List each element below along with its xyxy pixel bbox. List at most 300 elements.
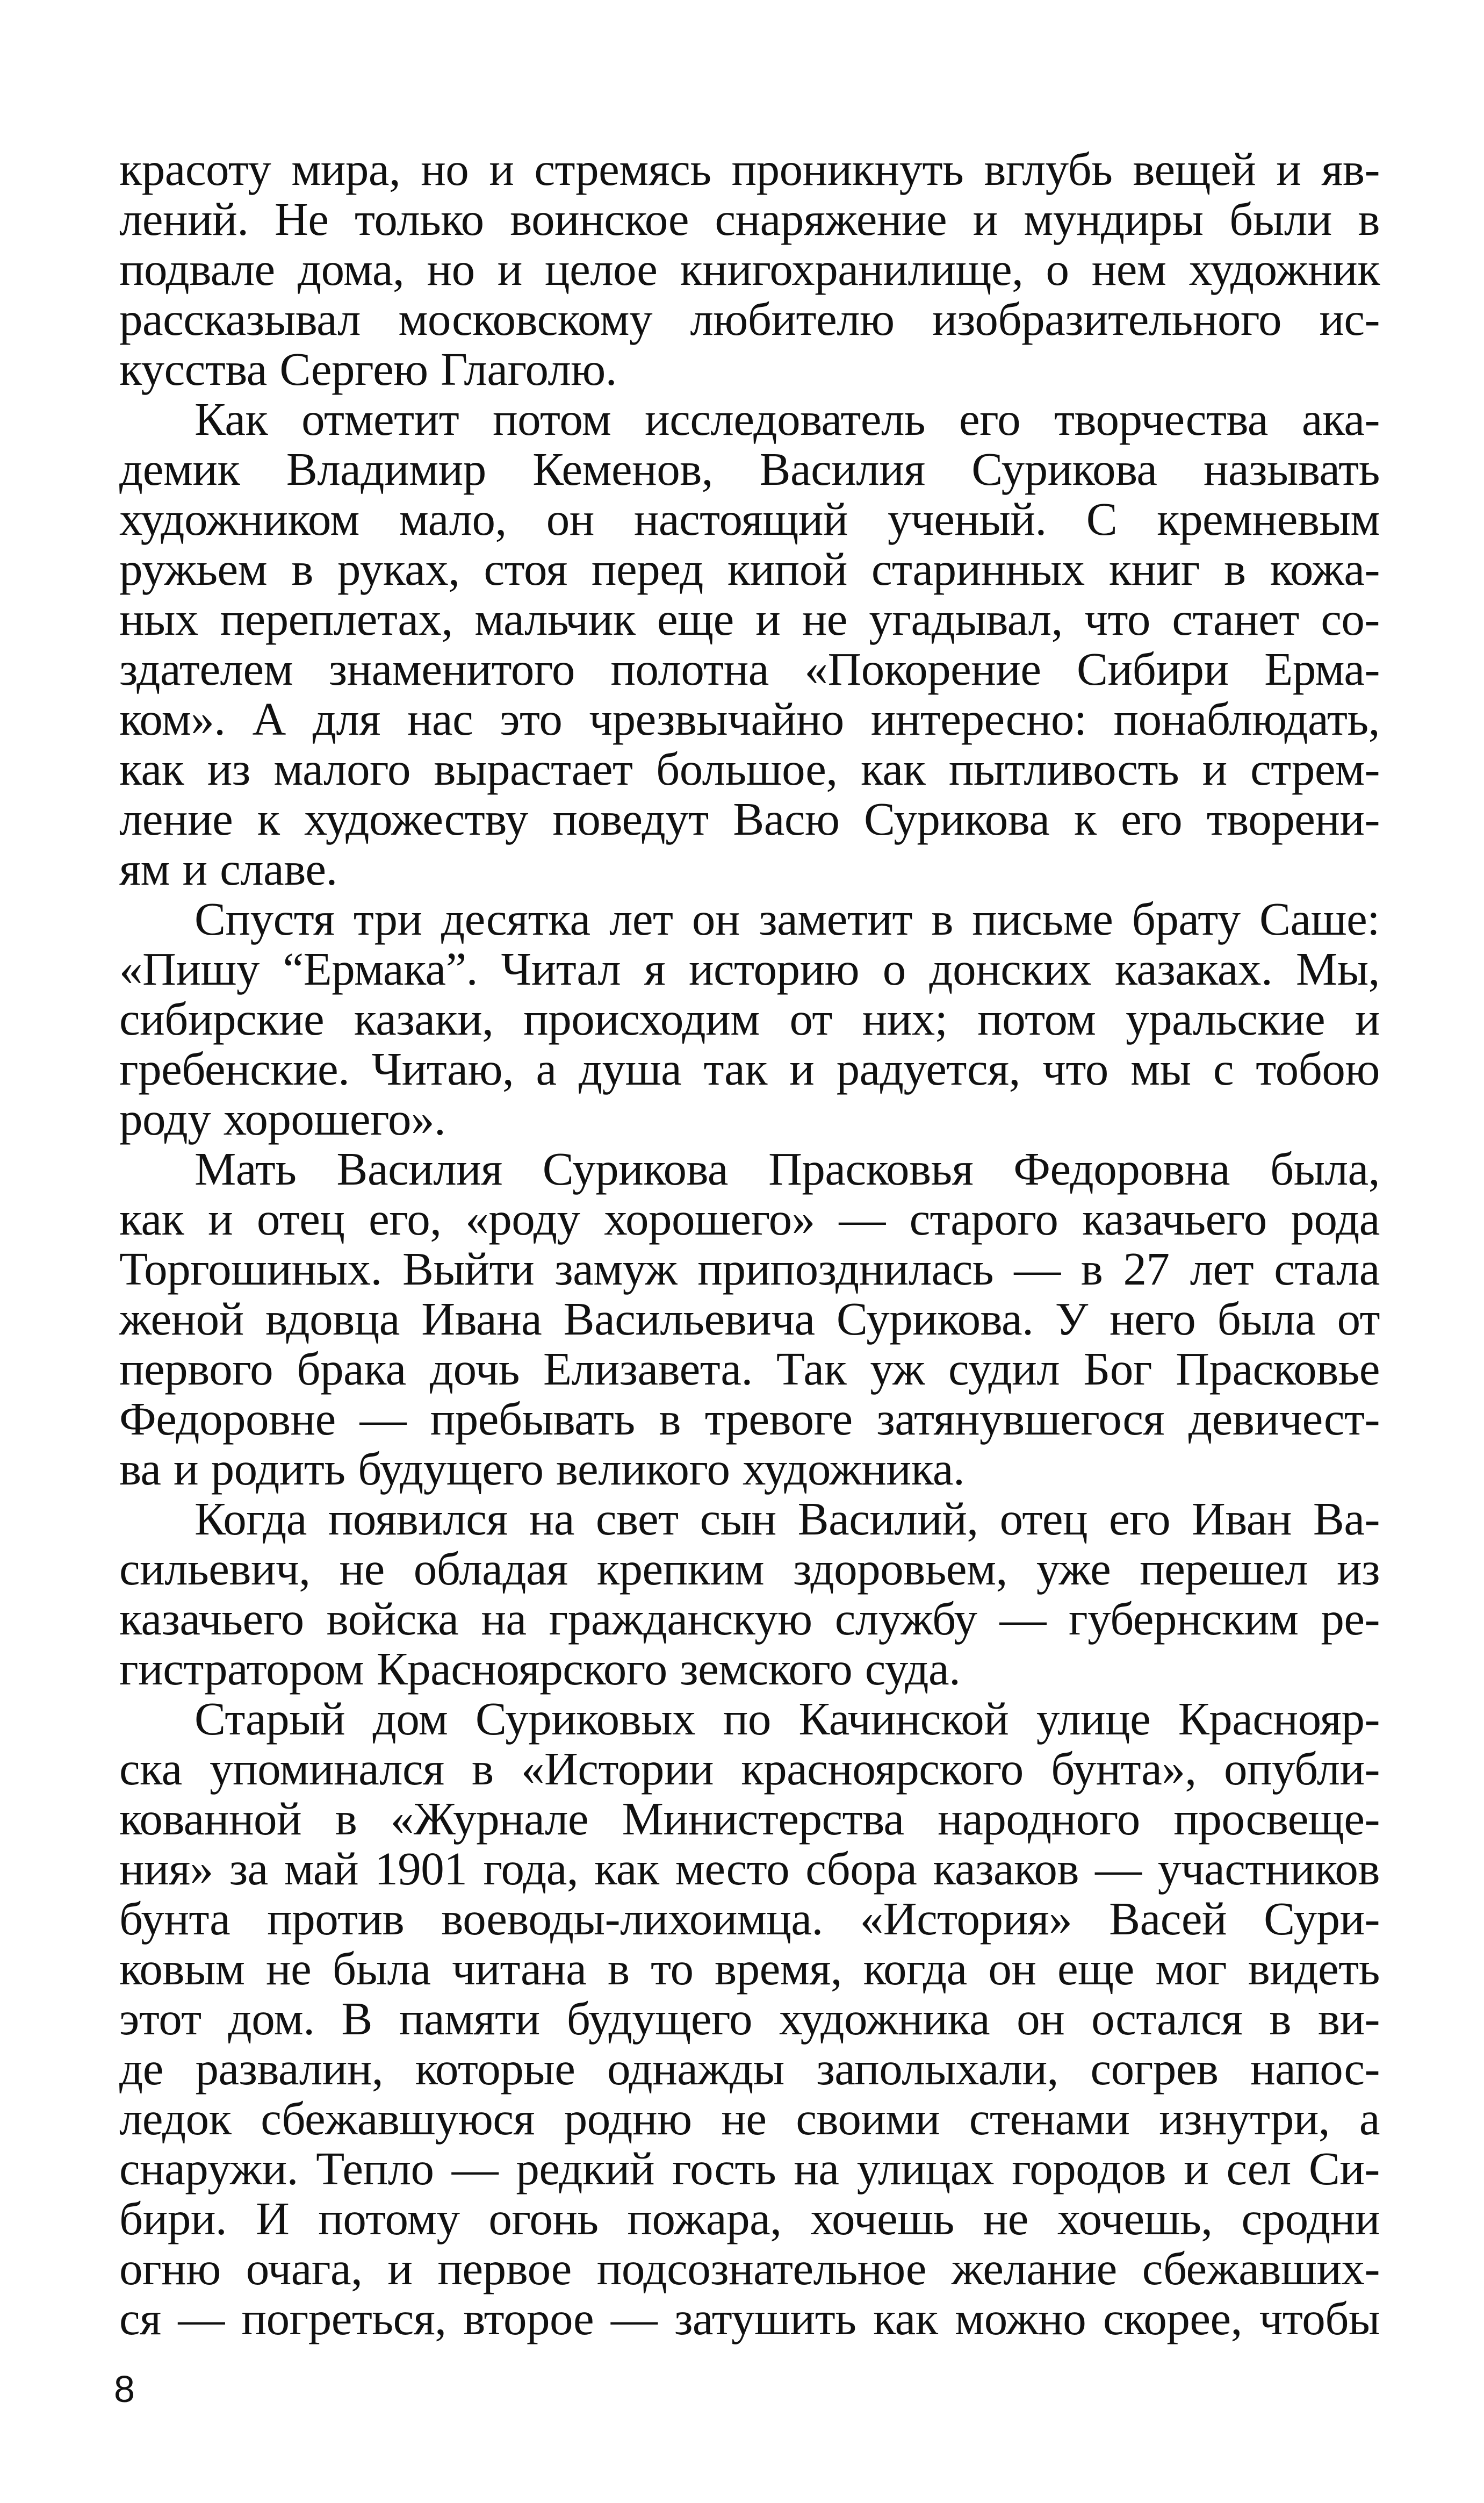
word: от	[1337, 1293, 1380, 1345]
word: его	[1121, 793, 1183, 845]
word: переплетах,	[220, 593, 453, 645]
word: радуется,	[836, 1043, 1020, 1095]
word: ям	[119, 843, 170, 895]
word: —	[1014, 1243, 1061, 1295]
word: по	[723, 1692, 771, 1745]
word: Выйти	[402, 1243, 535, 1295]
word: сильевич,	[119, 1543, 311, 1595]
word: старого	[909, 1193, 1058, 1245]
word: просвеще-	[1173, 1792, 1380, 1845]
word: ных	[119, 593, 199, 645]
word: отец	[999, 1493, 1088, 1545]
word: редкий	[516, 2142, 654, 2194]
word: он	[988, 1942, 1036, 1995]
word: потом	[977, 993, 1096, 1045]
word: Иван	[1192, 1493, 1292, 1545]
word: три	[353, 893, 422, 945]
word: 27	[1123, 1243, 1170, 1295]
word: кипой	[727, 543, 847, 595]
text-line	[119, 1644, 1380, 1694]
word: вещей	[1133, 143, 1256, 195]
word: Тепло	[316, 2142, 434, 2194]
word: улицах	[856, 2142, 995, 2194]
word: них;	[862, 993, 948, 1045]
word: Краснояр-	[1178, 1692, 1380, 1745]
word: хочешь	[810, 2192, 954, 2244]
word: происходим	[523, 993, 760, 1045]
word: дома,	[297, 243, 405, 295]
word: уже	[1036, 1543, 1111, 1595]
word: еще	[1057, 1942, 1134, 1995]
word: как	[119, 743, 184, 795]
word: Васю	[733, 793, 840, 845]
word: была	[332, 1942, 431, 1995]
word: огонь	[488, 2192, 599, 2244]
word: воеводы-лихоимца.	[441, 1892, 823, 1945]
word: хорошего».	[223, 1093, 446, 1145]
word: десятка	[441, 893, 590, 945]
word: дом.	[228, 1992, 315, 2045]
word: А	[252, 693, 286, 745]
word: не	[266, 1942, 312, 1995]
word: на	[529, 1493, 574, 1545]
word: казаках.	[1114, 943, 1273, 995]
word: стремясь	[534, 143, 711, 195]
word: крепким	[596, 1543, 765, 1595]
word: целое	[545, 243, 658, 295]
word: рода	[1291, 1193, 1380, 1245]
word: мало,	[399, 493, 507, 545]
word: художеству	[304, 793, 528, 845]
text-line	[119, 1244, 1380, 1294]
word: замуж	[554, 1243, 678, 1295]
word: стенами	[969, 2092, 1130, 2145]
word: будущего	[566, 1992, 753, 2045]
word: пожара,	[627, 2192, 782, 2244]
text-line	[119, 1943, 1380, 1993]
text-line	[119, 1494, 1380, 1544]
text-line	[119, 344, 1380, 394]
word: В	[341, 1992, 372, 2045]
word: —	[359, 1393, 406, 1445]
word: и	[489, 143, 514, 195]
word: когда	[863, 1942, 967, 1995]
word: «Пишу	[119, 943, 260, 995]
word: уж	[870, 1343, 925, 1395]
word: —	[178, 2292, 225, 2344]
word: сбежавших-	[1142, 2242, 1380, 2294]
text-line	[119, 1444, 1380, 1494]
word: гребенские.	[119, 1043, 350, 1095]
word: донских	[929, 943, 1092, 995]
text-line	[119, 1694, 1380, 1744]
word: место	[675, 1842, 790, 1895]
word: участников	[1157, 1842, 1380, 1895]
word: демик	[119, 443, 240, 495]
word: ученый.	[888, 493, 1047, 545]
word: ис-	[1319, 293, 1380, 345]
word: кованной	[119, 1792, 302, 1845]
word: из	[207, 743, 250, 795]
word: в	[1223, 543, 1246, 595]
word: это	[500, 693, 563, 745]
word: не	[802, 593, 847, 645]
word: первое	[437, 2242, 572, 2294]
word: ление	[119, 793, 233, 845]
word: сын	[700, 1493, 776, 1545]
word: была,	[1270, 1143, 1380, 1195]
word: московскому	[398, 293, 652, 345]
word: душа	[578, 1043, 682, 1095]
word: красноярского	[741, 1742, 1024, 1795]
word: и	[387, 2242, 413, 2294]
word: здателем	[119, 643, 293, 695]
word: но	[421, 143, 469, 195]
word: перешел	[1140, 1543, 1308, 1595]
word: к	[1074, 793, 1097, 845]
word: кусства	[119, 343, 267, 395]
word: Качинской	[798, 1692, 1009, 1745]
word: мы	[1130, 1043, 1191, 1095]
word: на	[794, 2142, 839, 2194]
word: своими	[796, 2092, 940, 2145]
word: лет	[609, 893, 673, 945]
word: казаки,	[354, 993, 494, 1045]
word: руках,	[337, 543, 460, 595]
word: заполыхали,	[816, 2042, 1058, 2095]
text-line	[119, 194, 1380, 244]
word: народного	[938, 1792, 1140, 1845]
word: книгохранилище,	[680, 243, 1024, 295]
word: Мать	[194, 1143, 297, 1195]
word: Саше:	[1259, 893, 1380, 945]
word: малого	[273, 743, 410, 795]
word: Когда	[194, 1493, 307, 1545]
word: о	[1046, 243, 1069, 295]
word: и	[1184, 2142, 1209, 2194]
word: хочешь,	[1057, 2192, 1213, 2244]
word: ком».	[119, 693, 226, 745]
word: согрев	[1090, 2042, 1219, 2095]
word: что	[1042, 1043, 1108, 1095]
word: сбежавшуюся	[261, 2092, 535, 2145]
word: суда.	[865, 1643, 961, 1695]
word: еще	[657, 593, 734, 645]
page-number: 8	[114, 2368, 135, 2410]
word: городов	[1012, 2142, 1166, 2194]
word: ся	[119, 2292, 161, 2344]
word: великого	[556, 1443, 730, 1495]
word: его,	[369, 1193, 442, 1245]
word: года,	[483, 1842, 579, 1895]
word: «Покорение	[804, 643, 1041, 695]
word: Федоровне	[119, 1393, 336, 1445]
text-line	[119, 944, 1380, 994]
word: И	[256, 2192, 290, 2244]
word: ружьем	[119, 543, 268, 595]
word: и	[1355, 993, 1380, 1045]
word: на	[481, 1593, 527, 1645]
text-line	[119, 394, 1380, 444]
text-line	[119, 294, 1380, 344]
word: славе.	[220, 843, 337, 895]
word: а	[1359, 2092, 1380, 2145]
word: от	[789, 993, 832, 1045]
word: пребывать	[430, 1393, 635, 1445]
word: ска	[119, 1742, 182, 1795]
word: де	[119, 2042, 163, 2095]
word: как	[119, 1193, 184, 1245]
word: снаряжение	[715, 193, 947, 245]
text-line	[119, 1194, 1380, 1244]
word: Спустя	[194, 893, 335, 945]
word: казачьего	[1082, 1193, 1267, 1245]
word: и	[1276, 143, 1301, 195]
word: Торгошиных.	[119, 1243, 382, 1295]
word: девичест-	[1188, 1393, 1380, 1445]
word: гость	[672, 2142, 776, 2194]
word: Мы,	[1295, 943, 1380, 995]
word: Сури-	[1264, 1892, 1380, 1945]
word: здоровьем,	[793, 1543, 1007, 1595]
word: стоя	[484, 543, 567, 595]
word: бунта	[119, 1892, 230, 1945]
word: лет	[1190, 1243, 1254, 1295]
word: —	[451, 2142, 499, 2194]
text-line	[119, 1894, 1380, 1943]
word: сибирские	[119, 993, 325, 1045]
text-line	[119, 1993, 1380, 2043]
word: подсознательное	[596, 2242, 926, 2294]
text-line	[119, 1794, 1380, 1844]
word: и	[182, 843, 207, 895]
text-line	[119, 144, 1380, 194]
word: рассказывал	[119, 293, 361, 345]
text-line	[119, 494, 1380, 544]
word: снаружи.	[119, 2142, 298, 2194]
word: стала	[1274, 1243, 1380, 1295]
word: Сергею	[279, 343, 428, 395]
word: и	[208, 1193, 233, 1245]
word: Ерма-	[1264, 643, 1380, 695]
word: Федоровна	[1013, 1143, 1230, 1195]
text-line	[119, 744, 1380, 794]
word: подвале	[119, 243, 275, 295]
word: художником	[119, 493, 359, 545]
word: чрезвычайно	[589, 693, 844, 745]
word: брату	[1132, 893, 1241, 945]
word: не	[721, 2092, 767, 2145]
text-line	[119, 2143, 1380, 2193]
word: только	[354, 193, 484, 245]
word: тобою	[1256, 1043, 1380, 1095]
word: Как	[194, 393, 268, 445]
word: бунта»,	[1051, 1742, 1197, 1795]
word: Министерства	[622, 1792, 904, 1845]
word: бири.	[119, 2192, 227, 2244]
word: 1901	[374, 1842, 467, 1895]
word: Читал	[501, 943, 621, 995]
word: опубли-	[1224, 1742, 1380, 1795]
word: красоту	[119, 143, 271, 195]
word: Прасковья	[768, 1143, 974, 1195]
word: я	[644, 943, 666, 995]
text-line	[119, 894, 1380, 944]
word: «Журнале	[390, 1792, 589, 1845]
word: ва	[119, 1443, 161, 1495]
word: отметит	[301, 393, 459, 445]
word: кремневым	[1157, 493, 1380, 545]
word: брака	[297, 1343, 406, 1395]
word: а	[536, 1043, 557, 1095]
word: ви-	[1317, 1992, 1380, 2045]
word: второе	[463, 2292, 594, 2344]
text-line	[119, 1344, 1380, 1394]
word: желание	[951, 2242, 1117, 2294]
word: историю	[688, 943, 860, 995]
word: художника.	[742, 1443, 965, 1495]
word: земского	[680, 1643, 853, 1695]
word: со-	[1321, 593, 1380, 645]
word: знаменитого	[328, 643, 575, 695]
word: женой	[119, 1293, 244, 1345]
word: были	[1229, 193, 1332, 245]
word: о	[882, 943, 906, 995]
word: —	[999, 1593, 1047, 1645]
word: видеть	[1248, 1942, 1380, 1995]
word: была	[1217, 1293, 1316, 1345]
word: сродни	[1241, 2192, 1380, 2244]
word: Суриковых	[475, 1692, 696, 1745]
text-line	[119, 2093, 1380, 2143]
word: он	[1017, 1992, 1065, 2045]
word: губернским	[1069, 1593, 1299, 1645]
word: гистратором	[119, 1643, 364, 1695]
word: Сурикова	[971, 443, 1157, 495]
text-line	[119, 2243, 1380, 2293]
word: остался	[1091, 1992, 1243, 2045]
word: огню	[119, 2242, 221, 2294]
word: в	[931, 893, 953, 945]
word: стрем-	[1250, 743, 1380, 795]
word: Сурикова.	[836, 1293, 1034, 1345]
word: Василия	[336, 1143, 502, 1195]
word: “Ермака”.	[283, 943, 478, 995]
word: лений.	[119, 193, 249, 245]
word: изобразительного	[932, 293, 1281, 345]
word: ака-	[1301, 393, 1380, 445]
word: дочь	[429, 1343, 520, 1395]
word: вырастает	[434, 743, 633, 795]
word: как	[594, 1842, 659, 1895]
text-line	[119, 444, 1380, 494]
text-line	[119, 1744, 1380, 1794]
word: пытливость	[948, 743, 1179, 795]
text-line	[119, 2293, 1380, 2343]
word: «История»	[860, 1892, 1072, 1945]
word: понаблюдать,	[1113, 693, 1380, 745]
word: и	[789, 1043, 815, 1095]
word: казаков	[933, 1842, 1079, 1895]
word: изнутри,	[1159, 2092, 1330, 2145]
text-line	[119, 2193, 1380, 2243]
word: сел	[1226, 2142, 1291, 2194]
word: мундиры	[1024, 193, 1204, 245]
word: судил	[948, 1343, 1060, 1395]
word: время,	[715, 1942, 842, 1995]
text-line	[119, 2043, 1380, 2093]
word: Кеменов,	[532, 443, 714, 495]
word: май	[284, 1842, 359, 1895]
word: скорее,	[1103, 2292, 1242, 2344]
word: этот	[119, 1992, 201, 2045]
text-line	[119, 994, 1380, 1044]
word: в	[1269, 1992, 1291, 2045]
word: Красноярского	[376, 1643, 667, 1695]
word: в	[659, 1393, 681, 1445]
word: но	[427, 243, 475, 295]
word: однажды	[607, 2042, 784, 2095]
word: Не	[275, 193, 329, 245]
word: и	[174, 1443, 199, 1495]
word: мира,	[291, 143, 401, 195]
word: казачьего	[119, 1593, 304, 1645]
word: в	[472, 1742, 494, 1795]
word: кожа-	[1270, 543, 1380, 595]
word: угадывал,	[869, 593, 1063, 645]
word: и	[972, 193, 998, 245]
word: «роду	[465, 1193, 580, 1245]
word: Так	[776, 1343, 847, 1395]
word: настоящий	[633, 493, 848, 545]
word: ледок	[119, 2092, 232, 2145]
word: Владимир	[286, 443, 486, 495]
text-line	[119, 1844, 1380, 1894]
text-line	[119, 794, 1380, 844]
word: Сибири	[1077, 643, 1229, 695]
word: книг	[1108, 543, 1200, 595]
word: читана	[452, 1942, 587, 1995]
word: упоминался	[210, 1742, 444, 1795]
text-line	[119, 244, 1380, 294]
word: в	[291, 543, 313, 595]
word: поведут	[552, 793, 709, 845]
body-text	[119, 144, 1380, 2343]
word: него	[1110, 1293, 1196, 1345]
word: родню	[564, 2092, 692, 2145]
word: не	[339, 1543, 385, 1595]
word: свет	[595, 1493, 679, 1545]
word: Ва-	[1313, 1493, 1380, 1545]
word: творени-	[1206, 793, 1380, 845]
word: обладая	[413, 1543, 568, 1595]
word: припозднилась	[697, 1243, 994, 1295]
text-line	[119, 1394, 1380, 1444]
word: нас	[407, 693, 473, 745]
word: —	[610, 2292, 658, 2344]
text-line	[119, 544, 1380, 594]
word: с	[1213, 1043, 1234, 1095]
word: как	[873, 2292, 938, 2344]
word: станет	[1172, 593, 1299, 645]
text-line	[119, 1144, 1380, 1194]
word: Глаголю.	[441, 343, 617, 395]
word: погреться,	[241, 2292, 446, 2344]
text-line	[119, 694, 1380, 744]
word: то	[651, 1942, 694, 1995]
text-line	[119, 1544, 1380, 1594]
word: тревоге	[704, 1393, 853, 1445]
